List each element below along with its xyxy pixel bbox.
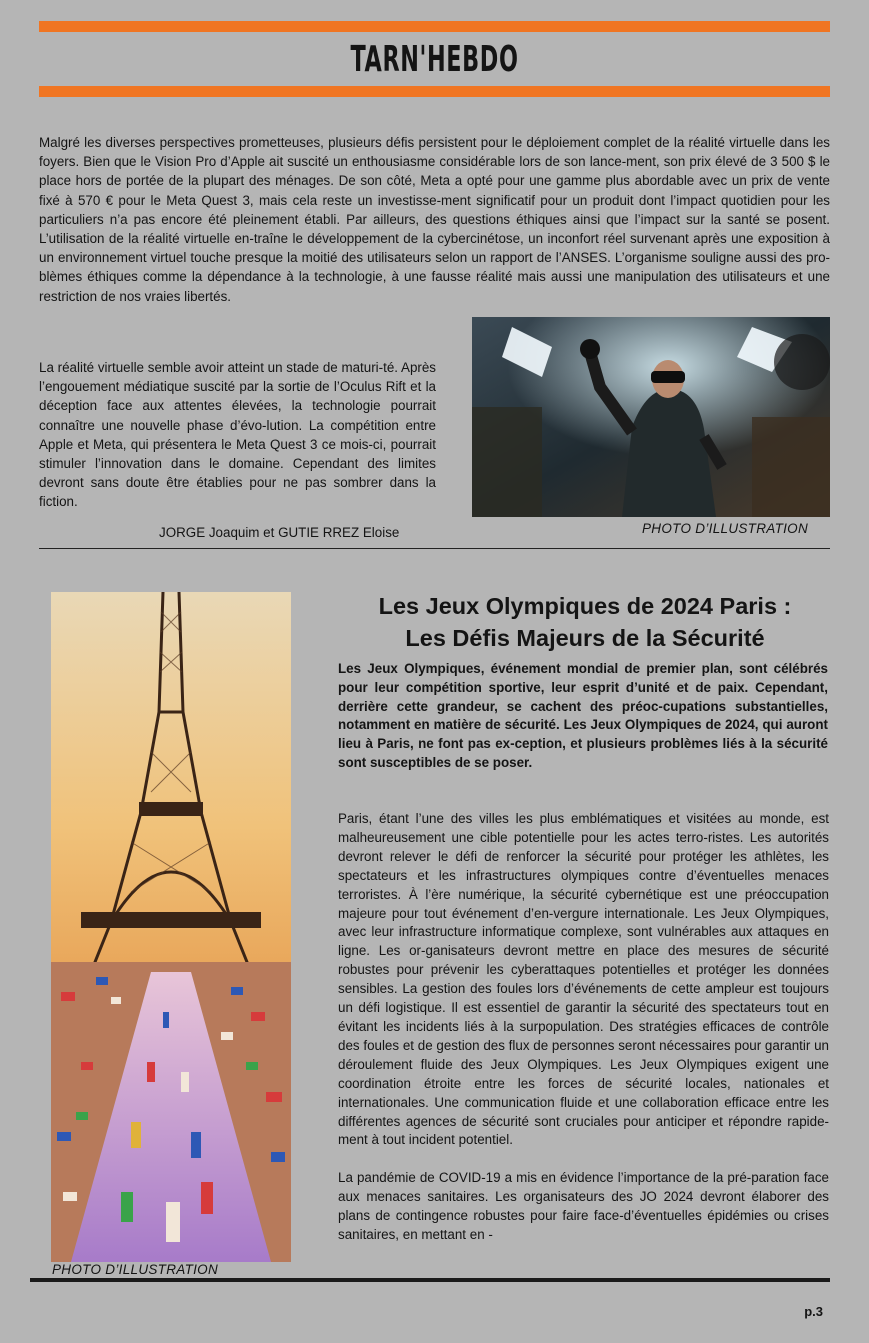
headline-line-2: Les Défis Majeurs de la Sécurité: [405, 625, 765, 651]
olympics-photo-caption: PHOTO D’ILLUSTRATION: [52, 1262, 219, 1277]
section-divider: [39, 548, 830, 549]
vr-conclusion-paragraph: La réalité virtuelle semble avoir atteint un stade de maturi-té. Après l’engouement médiatique suscité par la sortie de l’Oculus Rift et la déception face aux attentes élevées, la technologie pourrait connaître une nouvelle phase d’évo-lution. La compétition entre Apple et Meta, qui présentera le Meta Quest 3 ce mois-ci, pourrait stimuler l’innovation dans le domaine. Cependant des limites devront sans doute être établies pour ne pas sombrer dans la fiction.: [39, 360, 436, 510]
top-accent-bar: [39, 21, 830, 32]
olympics-body-paragraph-1: Paris, étant l’une des villes les plus emblématiques et visitées au monde, est malheureusement une cible potentielle pour les actes terro-ristes. Les autorités devront relever le défi de renforcer la sécurité pour protéger les athlètes, les spectateurs et les infrastructures olympiques contre d’éventuelles menaces terroristes. À l’ère numérique, la sécurité cybernétique est une préoccupation majeure pour tout événement d’en-vergure internationale. Les Jeux Olympiques, avec leur infrastructure informatique complexe, sont vulnérables aux attaques en ligne. Les or-ganisateurs devront mettre en place des mesures de sécurité robustes pour prévenir les cyberattaques potentielles et protéger les données sensibles. La gestion des foules lors d’événements de cette ampleur est toujours un défi logistique. Il est essentiel de garantir la sécurité des spectateurs tout en évitant les incidents liés à la surpopulation. Des stratégies efficaces de contrôle des foules et de gestion des flux de personnes seront nécessaires pour garantir un déroulement fluide des Jeux Olympiques. Les Jeux Olympiques exigent une coordination étroite entre les forces de sécurité locales, nationales et internationales. Une communication fluide et une collaboration efficace entre les différentes agences de sécurité sont cruciales pour anticiper et répondre rapide-ment à tout incident potentiel.: [338, 811, 829, 1148]
footer-rule: [30, 1278, 830, 1282]
olympics-body-paragraph-2: La pandémie de COVID-19 a mis en évidence l’importance de la pré-paration face aux menaces sanitaires. Les organisateurs des JO 2024 devront élaborer des plans de contingence robustes pour faire face-d’éventuelles épidémies ou crises sanitaires, en mettant en -: [338, 1170, 829, 1242]
olympics-headline: [330, 590, 840, 654]
vr-photo-caption: PHOTO D’ILLUSTRATION: [642, 521, 809, 536]
headline-line-1: Les Jeux Olympiques de 2024 Paris :: [378, 593, 792, 619]
masthead-accent-bar: [39, 86, 830, 97]
vr-headset-photo: [472, 317, 830, 517]
olympics-body: [338, 810, 829, 1264]
page-number: p.3: [804, 1304, 823, 1319]
olympics-lead-paragraph: Les Jeux Olympiques, événement mondial de premier plan, sont célébrés pour leur compétition sportive, leur esprit d’unité et de paix. Cependant, derrière cette grandeur, se cachent des préoc-cupations substantielles, notamment en matière de sécurité. Les Jeux Olympiques de 2024, qui auront lieu à Paris, ne font pas ex-ception, et plusieurs problèmes liés à la sécurité sont susceptibles de se poser.: [338, 661, 828, 770]
olympics-eiffel-illustration: [51, 592, 291, 1262]
vr-intro-paragraph: Malgré les diverses perspectives prometteuses, plusieurs défis persistent pour le déploiement complet de la réalité virtuelle dans les foyers. Bien que le Vision Pro d’Apple ait suscité un enthousiasme considérable lors de son lance-ment, son prix élevé de 3 500 $ le place hors de portée de la plupart des ménages. De son côté, Meta a opté pour une gamme plus abordable avec un prix de vente fixé à 570 € pour le Meta Quest 3, mais cela reste un investisse-ment significatif pour un produit dont l’impact quotidien pour les particuliers n’a pas encore été pleinement établi. Par ailleurs, des questions éthiques ainsi que l’impact sur la santé se posent. L’utilisation de la réalité virtuelle en-traîne le développement de la cybercinétose, un inconfort réel survenant après une exposition à un environnement virtuel touche presque la moitié des utilisateurs selon un rapport de l’ANSES. L’organisme souligne aussi des pro-blèmes éthiques comme la dépendance à la technologie, à une fausse réalité mais aussi une manipulation des utilisateurs et une restriction de nos vraies libertés.: [39, 135, 830, 304]
byline: JORGE Joaquim et GUTIE RREZ Eloise: [159, 525, 400, 540]
masthead-title: TARN'HEBDO: [350, 39, 519, 80]
